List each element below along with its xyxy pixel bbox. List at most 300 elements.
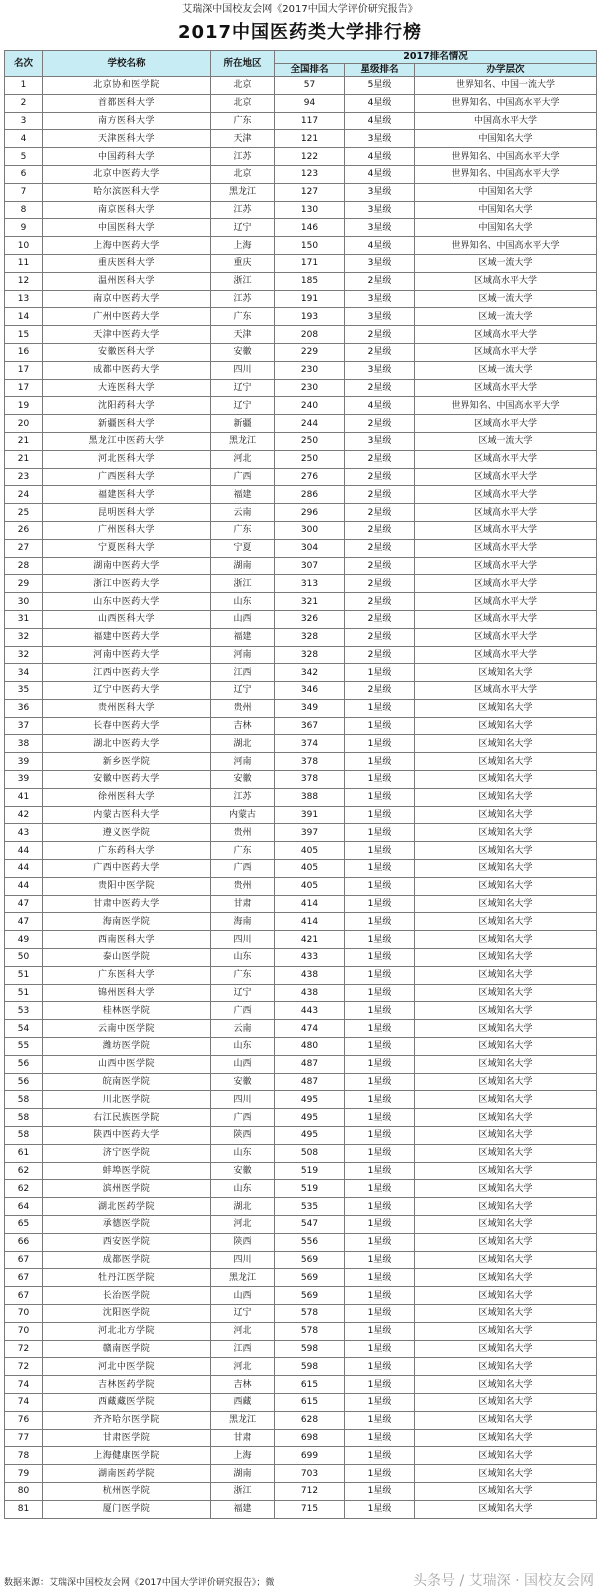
cell-rank: 58 — [5, 1091, 43, 1109]
table-body — [5, 77, 597, 1519]
cell-level: 区域高水平大学 — [415, 450, 597, 468]
cell-star-rank: 1星级 — [345, 1269, 415, 1287]
cell-level: 区域知名大学 — [415, 1393, 597, 1411]
cell-national-rank: 391 — [275, 806, 345, 824]
cell-national-rank: 433 — [275, 949, 345, 967]
cell-national-rank: 438 — [275, 966, 345, 984]
table-row — [5, 949, 597, 967]
cell-rank: 10 — [5, 237, 43, 255]
cell-level: 中国知名大学 — [415, 201, 597, 219]
table-row — [5, 1411, 597, 1429]
cell-rank: 6 — [5, 165, 43, 183]
cell-school: 贵州医科大学 — [43, 699, 211, 717]
cell-region: 广西 — [211, 1109, 275, 1127]
table-row — [5, 450, 597, 468]
cell-star-rank: 1星级 — [345, 1216, 415, 1234]
table-row — [5, 1482, 597, 1500]
table-row — [5, 379, 597, 397]
cell-star-rank: 4星级 — [345, 165, 415, 183]
cell-school: 北京中医药大学 — [43, 165, 211, 183]
cell-school: 牡丹江医学院 — [43, 1269, 211, 1287]
cell-level: 区域知名大学 — [415, 1233, 597, 1251]
cell-level: 区域知名大学 — [415, 1038, 597, 1056]
cell-rank: 17 — [5, 361, 43, 379]
cell-school: 福建医科大学 — [43, 486, 211, 504]
cell-school: 大连医科大学 — [43, 379, 211, 397]
cell-star-rank: 1星级 — [345, 1198, 415, 1216]
cell-level: 世界知名、中国高水平大学 — [415, 397, 597, 415]
cell-region: 北京 — [211, 165, 275, 183]
cell-school: 河北北方学院 — [43, 1322, 211, 1340]
cell-region: 北京 — [211, 77, 275, 95]
cell-level: 世界知名、中国高水平大学 — [415, 165, 597, 183]
table-row — [5, 860, 597, 878]
cell-level: 区域知名大学 — [415, 806, 597, 824]
cell-region: 黑龙江 — [211, 1411, 275, 1429]
cell-star-rank: 1星级 — [345, 842, 415, 860]
cell-level: 区域高水平大学 — [415, 379, 597, 397]
cell-school: 天津医科大学 — [43, 130, 211, 148]
cell-level: 区域高水平大学 — [415, 593, 597, 611]
cell-region: 湖南 — [211, 557, 275, 575]
cell-level: 区域一流大学 — [415, 361, 597, 379]
cell-star-rank: 2星级 — [345, 379, 415, 397]
table-row — [5, 201, 597, 219]
cell-star-rank: 1星级 — [345, 1393, 415, 1411]
header-school: 学校名称 — [43, 51, 211, 77]
cell-star-rank: 1星级 — [345, 913, 415, 931]
cell-level: 区域一流大学 — [415, 290, 597, 308]
cell-national-rank: 443 — [275, 1002, 345, 1020]
table-row — [5, 1340, 597, 1358]
cell-region: 山西 — [211, 1287, 275, 1305]
table-row — [5, 913, 597, 931]
table-row — [5, 183, 597, 201]
table-row — [5, 1465, 597, 1483]
cell-national-rank: 276 — [275, 468, 345, 486]
table-row — [5, 753, 597, 771]
cell-national-rank: 519 — [275, 1180, 345, 1198]
cell-rank: 49 — [5, 931, 43, 949]
cell-region: 广东 — [211, 842, 275, 860]
cell-rank: 50 — [5, 949, 43, 967]
cell-star-rank: 3星级 — [345, 308, 415, 326]
table-row — [5, 682, 597, 700]
cell-rank: 72 — [5, 1340, 43, 1358]
table-row — [5, 1251, 597, 1269]
cell-national-rank: 229 — [275, 343, 345, 361]
cell-national-rank: 326 — [275, 610, 345, 628]
cell-region: 黑龙江 — [211, 1269, 275, 1287]
table-row — [5, 415, 597, 433]
cell-school: 西藏藏医学院 — [43, 1393, 211, 1411]
cell-national-rank: 397 — [275, 824, 345, 842]
cell-rank: 4 — [5, 130, 43, 148]
table-row — [5, 877, 597, 895]
cell-level: 区域知名大学 — [415, 1127, 597, 1145]
table-row — [5, 717, 597, 735]
cell-level: 区域知名大学 — [415, 1411, 597, 1429]
table-row — [5, 1376, 597, 1394]
table-row — [5, 966, 597, 984]
cell-level: 区域知名大学 — [415, 1340, 597, 1358]
cell-school: 南京医科大学 — [43, 201, 211, 219]
cell-rank: 58 — [5, 1127, 43, 1145]
cell-star-rank: 1星级 — [345, 771, 415, 789]
cell-school: 广州中医药大学 — [43, 308, 211, 326]
cell-level: 区域一流大学 — [415, 308, 597, 326]
cell-level: 区域知名大学 — [415, 1216, 597, 1234]
cell-rank: 35 — [5, 682, 43, 700]
cell-school: 右江民族医学院 — [43, 1109, 211, 1127]
cell-level: 中国知名大学 — [415, 219, 597, 237]
cell-rank: 31 — [5, 610, 43, 628]
cell-rank: 76 — [5, 1411, 43, 1429]
table-row — [5, 130, 597, 148]
cell-national-rank: 313 — [275, 575, 345, 593]
cell-school: 成都中医药大学 — [43, 361, 211, 379]
cell-star-rank: 1星级 — [345, 984, 415, 1002]
cell-rank: 80 — [5, 1482, 43, 1500]
cell-national-rank: 208 — [275, 326, 345, 344]
cell-star-rank: 2星级 — [345, 272, 415, 290]
table-row — [5, 1091, 597, 1109]
cell-rank: 21 — [5, 432, 43, 450]
cell-rank: 25 — [5, 504, 43, 522]
ranking-table — [4, 50, 597, 1519]
cell-school: 承德医学院 — [43, 1216, 211, 1234]
cell-national-rank: 150 — [275, 237, 345, 255]
cell-school: 辽宁中医药大学 — [43, 682, 211, 700]
cell-school: 皖南医学院 — [43, 1073, 211, 1091]
cell-region: 陕西 — [211, 1127, 275, 1145]
cell-rank: 34 — [5, 664, 43, 682]
cell-school: 潍坊医学院 — [43, 1038, 211, 1056]
cell-region: 浙江 — [211, 575, 275, 593]
cell-region: 北京 — [211, 94, 275, 112]
cell-level: 区域知名大学 — [415, 860, 597, 878]
cell-rank: 64 — [5, 1198, 43, 1216]
cell-national-rank: 296 — [275, 504, 345, 522]
cell-school: 湖南中医药大学 — [43, 557, 211, 575]
cell-star-rank: 3星级 — [345, 183, 415, 201]
cell-region: 四川 — [211, 1251, 275, 1269]
cell-national-rank: 328 — [275, 628, 345, 646]
cell-region: 河北 — [211, 1358, 275, 1376]
cell-star-rank: 1星级 — [345, 877, 415, 895]
cell-school: 广西医科大学 — [43, 468, 211, 486]
cell-star-rank: 2星级 — [345, 682, 415, 700]
cell-region: 河南 — [211, 646, 275, 664]
table-row — [5, 148, 597, 166]
cell-rank: 53 — [5, 1002, 43, 1020]
cell-national-rank: 240 — [275, 397, 345, 415]
page — [0, 2, 600, 1595]
cell-level: 区域知名大学 — [415, 1073, 597, 1091]
cell-level: 区域知名大学 — [415, 877, 597, 895]
cell-rank: 54 — [5, 1020, 43, 1038]
header-region: 所在地区 — [211, 51, 275, 77]
cell-level: 区域知名大学 — [415, 1287, 597, 1305]
cell-rank: 32 — [5, 628, 43, 646]
table-row — [5, 1109, 597, 1127]
cell-school: 遵义医学院 — [43, 824, 211, 842]
cell-region: 江西 — [211, 1340, 275, 1358]
cell-level: 区域知名大学 — [415, 771, 597, 789]
cell-region: 广东 — [211, 966, 275, 984]
cell-level: 区域知名大学 — [415, 1322, 597, 1340]
cell-star-rank: 1星级 — [345, 1038, 415, 1056]
table-row — [5, 77, 597, 95]
cell-level: 区域知名大学 — [415, 1269, 597, 1287]
cell-region: 西藏 — [211, 1393, 275, 1411]
cell-region: 黑龙江 — [211, 183, 275, 201]
cell-region: 河北 — [211, 450, 275, 468]
cell-national-rank: 421 — [275, 931, 345, 949]
cell-star-rank: 1星级 — [345, 824, 415, 842]
cell-school: 西安医学院 — [43, 1233, 211, 1251]
cell-region: 天津 — [211, 326, 275, 344]
cell-school: 湖北医药学院 — [43, 1198, 211, 1216]
table-row — [5, 984, 597, 1002]
cell-star-rank: 1星级 — [345, 1144, 415, 1162]
cell-star-rank: 3星级 — [345, 290, 415, 308]
cell-national-rank: 374 — [275, 735, 345, 753]
cell-region: 上海 — [211, 1447, 275, 1465]
table-row — [5, 468, 597, 486]
cell-level: 区域知名大学 — [415, 717, 597, 735]
cell-region: 四川 — [211, 931, 275, 949]
table-row — [5, 326, 597, 344]
cell-rank: 8 — [5, 201, 43, 219]
cell-national-rank: 615 — [275, 1393, 345, 1411]
cell-region: 云南 — [211, 1020, 275, 1038]
cell-star-rank: 2星级 — [345, 450, 415, 468]
cell-level: 区域知名大学 — [415, 1198, 597, 1216]
cell-star-rank: 1星级 — [345, 1465, 415, 1483]
cell-rank: 67 — [5, 1287, 43, 1305]
cell-school: 山西中医学院 — [43, 1055, 211, 1073]
table-row — [5, 1304, 597, 1322]
watermark: 头条号 / 艾瑞深 · 国校友会网 — [413, 1573, 594, 1589]
cell-region: 辽宁 — [211, 984, 275, 1002]
cell-region: 河北 — [211, 1216, 275, 1234]
table-row — [5, 237, 597, 255]
cell-rank: 17 — [5, 379, 43, 397]
cell-rank: 2 — [5, 94, 43, 112]
cell-star-rank: 1星级 — [345, 1358, 415, 1376]
cell-rank: 39 — [5, 771, 43, 789]
table-row — [5, 1020, 597, 1038]
cell-national-rank: 230 — [275, 379, 345, 397]
cell-level: 区域高水平大学 — [415, 272, 597, 290]
cell-region: 陕西 — [211, 1233, 275, 1251]
cell-star-rank: 1星级 — [345, 966, 415, 984]
cell-rank: 81 — [5, 1500, 43, 1518]
cell-star-rank: 1星级 — [345, 1180, 415, 1198]
cell-level: 区域知名大学 — [415, 1002, 597, 1020]
cell-school: 重庆医科大学 — [43, 254, 211, 272]
cell-level: 区域知名大学 — [415, 1055, 597, 1073]
cell-star-rank: 4星级 — [345, 237, 415, 255]
cell-school: 上海健康医学院 — [43, 1447, 211, 1465]
table-row — [5, 735, 597, 753]
cell-region: 辽宁 — [211, 219, 275, 237]
cell-star-rank: 1星级 — [345, 1055, 415, 1073]
cell-school: 山西医科大学 — [43, 610, 211, 628]
cell-region: 河北 — [211, 1322, 275, 1340]
table-row — [5, 539, 597, 557]
cell-school: 徐州医科大学 — [43, 788, 211, 806]
cell-national-rank: 414 — [275, 913, 345, 931]
cell-school: 浙江中医药大学 — [43, 575, 211, 593]
cell-level: 区域知名大学 — [415, 1482, 597, 1500]
cell-rank: 44 — [5, 860, 43, 878]
cell-level: 区域高水平大学 — [415, 539, 597, 557]
cell-school: 云南中医学院 — [43, 1020, 211, 1038]
cell-national-rank: 569 — [275, 1269, 345, 1287]
cell-national-rank: 703 — [275, 1465, 345, 1483]
table-row — [5, 1393, 597, 1411]
cell-level: 区域知名大学 — [415, 1180, 597, 1198]
cell-level: 区域高水平大学 — [415, 521, 597, 539]
cell-level: 区域知名大学 — [415, 1447, 597, 1465]
cell-school: 湖北中医药大学 — [43, 735, 211, 753]
cell-school: 西南医科大学 — [43, 931, 211, 949]
cell-level: 区域知名大学 — [415, 1020, 597, 1038]
cell-school: 中国药科大学 — [43, 148, 211, 166]
cell-star-rank: 5星级 — [345, 77, 415, 95]
table-row — [5, 486, 597, 504]
cell-school: 中国医科大学 — [43, 219, 211, 237]
cell-level: 区域高水平大学 — [415, 628, 597, 646]
cell-star-rank: 1星级 — [345, 735, 415, 753]
table-row — [5, 254, 597, 272]
cell-star-rank: 3星级 — [345, 361, 415, 379]
table-row — [5, 628, 597, 646]
cell-rank: 47 — [5, 913, 43, 931]
table-row — [5, 1055, 597, 1073]
source-line: 艾瑞深中国校友会网《2017中国大学评价研究报告》 — [182, 4, 418, 15]
cell-level: 区域高水平大学 — [415, 415, 597, 433]
cell-national-rank: 519 — [275, 1162, 345, 1180]
table-row — [5, 1429, 597, 1447]
cell-region: 四川 — [211, 1091, 275, 1109]
cell-level: 区域知名大学 — [415, 1465, 597, 1483]
cell-national-rank: 191 — [275, 290, 345, 308]
cell-national-rank: 556 — [275, 1233, 345, 1251]
cell-school: 甘肃医学院 — [43, 1429, 211, 1447]
cell-level: 区域知名大学 — [415, 1304, 597, 1322]
cell-region: 山东 — [211, 949, 275, 967]
table-row — [5, 931, 597, 949]
cell-star-rank: 2星级 — [345, 468, 415, 486]
cell-rank: 37 — [5, 717, 43, 735]
cell-region: 湖北 — [211, 1198, 275, 1216]
cell-level: 世界知名、中国一流大学 — [415, 77, 597, 95]
table-row — [5, 1447, 597, 1465]
cell-rank: 3 — [5, 112, 43, 130]
cell-star-rank: 1星级 — [345, 1002, 415, 1020]
cell-rank: 7 — [5, 183, 43, 201]
cell-national-rank: 569 — [275, 1287, 345, 1305]
cell-national-rank: 342 — [275, 664, 345, 682]
cell-national-rank: 127 — [275, 183, 345, 201]
cell-star-rank: 1星级 — [345, 788, 415, 806]
cell-school: 山东中医药大学 — [43, 593, 211, 611]
cell-national-rank: 378 — [275, 753, 345, 771]
cell-rank: 65 — [5, 1216, 43, 1234]
cell-rank: 70 — [5, 1322, 43, 1340]
cell-national-rank: 193 — [275, 308, 345, 326]
cell-school: 广西中医药大学 — [43, 860, 211, 878]
cell-star-rank: 2星级 — [345, 504, 415, 522]
cell-region: 山东 — [211, 1144, 275, 1162]
cell-national-rank: 495 — [275, 1109, 345, 1127]
cell-rank: 70 — [5, 1304, 43, 1322]
cell-national-rank: 367 — [275, 717, 345, 735]
cell-region: 安徽 — [211, 1073, 275, 1091]
table-row — [5, 1322, 597, 1340]
cell-national-rank: 480 — [275, 1038, 345, 1056]
cell-national-rank: 598 — [275, 1358, 345, 1376]
cell-region: 江苏 — [211, 201, 275, 219]
cell-national-rank: 495 — [275, 1127, 345, 1145]
cell-national-rank: 508 — [275, 1144, 345, 1162]
cell-region: 湖北 — [211, 735, 275, 753]
cell-level: 区域知名大学 — [415, 824, 597, 842]
cell-star-rank: 2星级 — [345, 521, 415, 539]
table-row — [5, 1073, 597, 1091]
cell-school: 昆明医科大学 — [43, 504, 211, 522]
cell-rank: 5 — [5, 148, 43, 166]
cell-region: 贵州 — [211, 877, 275, 895]
cell-region: 辽宁 — [211, 397, 275, 415]
cell-star-rank: 1星级 — [345, 1322, 415, 1340]
cell-level: 区域一流大学 — [415, 432, 597, 450]
cell-national-rank: 414 — [275, 895, 345, 913]
cell-region: 江苏 — [211, 788, 275, 806]
table-row — [5, 1216, 597, 1234]
cell-national-rank: 121 — [275, 130, 345, 148]
cell-rank: 41 — [5, 788, 43, 806]
cell-star-rank: 2星级 — [345, 486, 415, 504]
cell-star-rank: 1星级 — [345, 717, 415, 735]
cell-region: 宁夏 — [211, 539, 275, 557]
cell-national-rank: 321 — [275, 593, 345, 611]
table-row — [5, 219, 597, 237]
cell-national-rank: 699 — [275, 1447, 345, 1465]
cell-star-rank: 1星级 — [345, 1127, 415, 1145]
cell-region: 山东 — [211, 1180, 275, 1198]
cell-rank: 19 — [5, 397, 43, 415]
cell-level: 区域高水平大学 — [415, 610, 597, 628]
cell-star-rank: 1星级 — [345, 1020, 415, 1038]
cell-level: 区域知名大学 — [415, 842, 597, 860]
cell-rank: 79 — [5, 1465, 43, 1483]
cell-school: 河北医科大学 — [43, 450, 211, 468]
cell-national-rank: 378 — [275, 771, 345, 789]
cell-star-rank: 1星级 — [345, 1109, 415, 1127]
cell-national-rank: 615 — [275, 1376, 345, 1394]
cell-level: 区域高水平大学 — [415, 575, 597, 593]
table-row — [5, 308, 597, 326]
cell-school: 广东药科大学 — [43, 842, 211, 860]
cell-rank: 15 — [5, 326, 43, 344]
cell-region: 甘肃 — [211, 895, 275, 913]
cell-national-rank: 250 — [275, 432, 345, 450]
cell-star-rank: 1星级 — [345, 1376, 415, 1394]
